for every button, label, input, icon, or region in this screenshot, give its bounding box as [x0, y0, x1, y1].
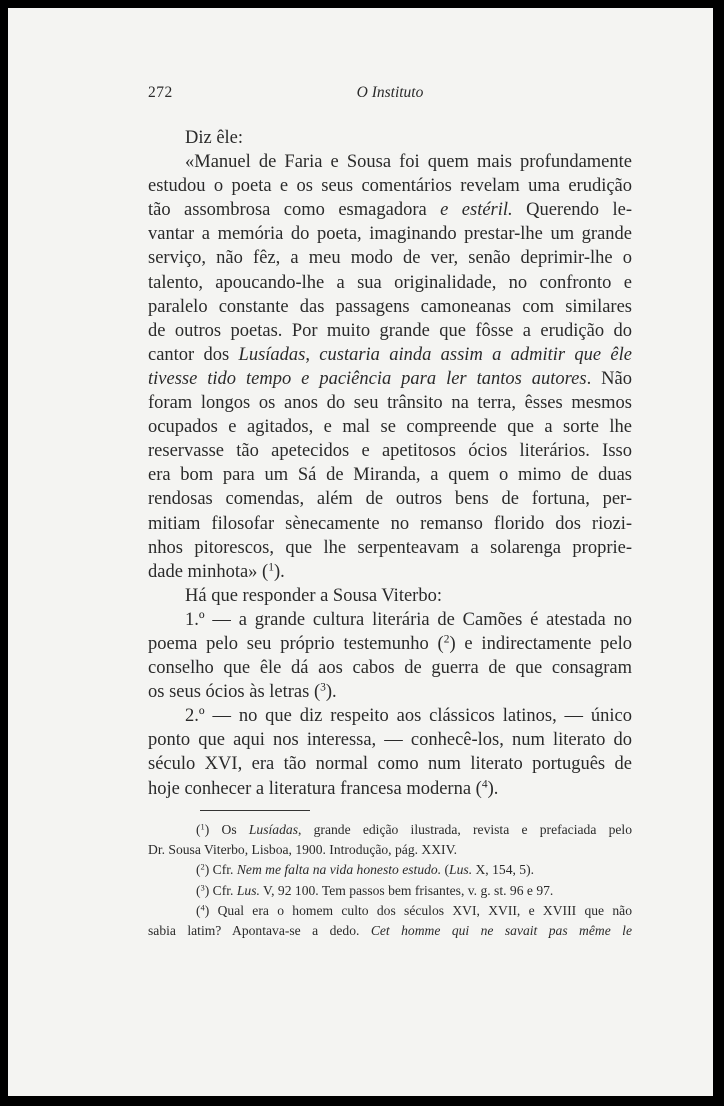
- footnote-marker: 3: [200, 881, 205, 892]
- footnote-marker: 3: [320, 681, 326, 694]
- text-run: ocupados e agitados, e mal se compreende que a sorte lhe: [148, 417, 632, 438]
- text-run: de outros poetas. Por muito grande que fôsse a erudição do: [148, 320, 632, 341]
- body-line: [148, 656, 632, 680]
- italic-text: Nem me falta na vida honesto estudo.: [236, 862, 442, 878]
- footnote-rule: [200, 810, 310, 811]
- italic-text: e estéril.: [440, 200, 513, 221]
- text-run: Diz êle:: [185, 128, 244, 148]
- text-run: ) Cfr.: [204, 882, 237, 898]
- italic-text: Cet homme qui ne savait pas même le: [370, 922, 632, 938]
- footnote-line: [148, 840, 632, 860]
- body-line: [148, 680, 632, 704]
- text-run: nhos pitorescos, que lhe serpenteavam a solarenga proprie-: [148, 537, 632, 558]
- text-run: 2.º — no que diz respeito aos clássicos latinos, — único: [185, 706, 632, 727]
- footnote-line: [148, 901, 632, 921]
- text-run: ).: [487, 778, 499, 799]
- body-line: [148, 198, 632, 222]
- body-line: [148, 777, 632, 801]
- text-run: ).: [325, 682, 337, 703]
- body-line: [148, 439, 632, 463]
- body-line: [148, 487, 632, 511]
- text-run: ,: [305, 344, 320, 365]
- footnote-marker: 2: [200, 861, 205, 872]
- body-line: [148, 343, 632, 367]
- footnote-line: [148, 860, 632, 880]
- text-run: conselho que êle dá aos cabos de guerra de que consagram: [148, 658, 632, 679]
- body-line: [148, 632, 632, 656]
- text-run: reservasse tão apetecidos e apetitosos ócios literários. Isso: [148, 441, 632, 462]
- text-run: paralelo constante das passagens camoneanas com similares: [148, 296, 632, 317]
- footnote-marker: 4: [481, 778, 488, 791]
- text-run: hoje conhecer a literatura francesa moderna (: [148, 778, 482, 799]
- text-run: V, 92 100. Tem passos bem frisantes, v. g. st. 96 e 97.: [259, 882, 554, 898]
- footnote-line: [148, 921, 632, 941]
- text-run: dade minhota» (: [148, 561, 269, 582]
- text-run: X, 154, 5).: [472, 862, 535, 878]
- text-run: Querendo le-: [512, 200, 633, 221]
- body-line: [148, 367, 632, 391]
- text-run: vantar a memória do poeta, imaginando prestar-lhe um grande: [148, 224, 632, 245]
- italic-text: Lusíadas: [238, 344, 306, 365]
- footnotes: [148, 820, 632, 941]
- text-run: (: [196, 822, 201, 837]
- body-line: [148, 246, 632, 270]
- text-run: «Manuel de Faria e Sousa foi quem mais profundamente: [185, 152, 632, 173]
- italic-text: tivesse tido tempo e paciência para ler tantos autores: [148, 368, 587, 389]
- footnote-marker: 4: [200, 902, 205, 913]
- text-run: Há que responder a Sousa Viterbo:: [185, 585, 442, 606]
- body-line: [148, 728, 632, 752]
- footnote-marker: 2: [443, 633, 450, 646]
- body-line: [148, 126, 632, 150]
- text-run: (: [196, 882, 201, 898]
- text-run: século XVI, era tão normal como num literato português de: [148, 754, 632, 775]
- text-run: os seus ócios às letras (: [148, 682, 321, 703]
- text-run: (: [196, 902, 201, 918]
- text-run: cantor dos: [148, 344, 239, 365]
- body-line: [148, 415, 632, 439]
- text-run: ) e indirectamente pelo: [449, 633, 632, 654]
- text-run: ) Cfr.: [204, 862, 237, 878]
- text-run: sabia latim? Apontava-se a dedo.: [148, 922, 371, 938]
- text-run: era bom para um Sá de Miranda, a quem o mimo de duas: [148, 465, 632, 486]
- text-run: ) Os: [204, 822, 249, 837]
- body-line: [148, 319, 632, 343]
- footnote-line: [148, 820, 632, 840]
- footnote-marker: 1: [200, 821, 205, 832]
- footnote-marker: 1: [268, 561, 274, 574]
- text-run: , grande edição ilustrada, revista e prefaciada pelo: [297, 822, 632, 837]
- body-line: [148, 536, 632, 560]
- text-run: ponto que aqui nos interessa, — conhecê-los, num literato do: [148, 730, 632, 751]
- text-run: ).: [273, 561, 285, 582]
- body-text: [148, 126, 632, 801]
- text-run: foram longos os anos do seu trânsito na terra, êsses mesmos: [148, 393, 632, 414]
- italic-text: Lus.: [236, 882, 260, 898]
- text-run: serviço, não fêz, a meu modo de ver, senão deprimir-lhe o: [148, 248, 632, 269]
- body-line: [148, 512, 632, 536]
- text-run: talento, apoucando-lhe a sua originalidade, no confronto e: [148, 272, 632, 293]
- body-line: [148, 295, 632, 319]
- body-line: [148, 584, 632, 608]
- text-run: poema pelo seu próprio testemunho (: [148, 633, 444, 654]
- footnote-line: [148, 881, 632, 901]
- body-line: [148, 150, 632, 174]
- body-line: [148, 391, 632, 415]
- text-run: . Não: [586, 368, 632, 389]
- body-line: [148, 174, 632, 198]
- body-line: [148, 560, 632, 584]
- body-line: [148, 704, 632, 728]
- italic-text: custaria ainda assim a admitir que êle: [319, 344, 632, 365]
- text-run: rendosas comendas, além de outros bens de fortuna, per-: [148, 489, 632, 510]
- text-run: 1.º — a grande cultura literária de Camões é atestada no: [185, 609, 632, 630]
- text-run: estudou o poeta e os seus comentários revelam uma erudição: [148, 176, 632, 197]
- body-line: [148, 463, 632, 487]
- italic-text: Lusíadas: [248, 822, 298, 837]
- body-line: [148, 222, 632, 246]
- text-run: (: [441, 862, 450, 878]
- text-run: mitiam filosofar sènecamente no remanso florido dos riozi-: [148, 513, 632, 534]
- body-line: [148, 271, 632, 295]
- italic-text: Lus.: [449, 862, 473, 878]
- body-line: [148, 752, 632, 776]
- running-title: O Instituto: [356, 84, 424, 101]
- page-header: [148, 84, 632, 108]
- document-page: [8, 8, 713, 1096]
- text-run: Dr. Sousa Viterbo, Lisboa, 1900. Introdução, pág. XXIV.: [148, 842, 458, 858]
- text-run: ) Qual era o homem culto dos séculos XVI, XVII, e XVIII que não: [204, 902, 632, 918]
- page-number: 272: [148, 84, 173, 101]
- text-run: tão assombrosa como esmagadora: [148, 200, 441, 221]
- body-line: [148, 608, 632, 632]
- text-run: (: [196, 862, 201, 878]
